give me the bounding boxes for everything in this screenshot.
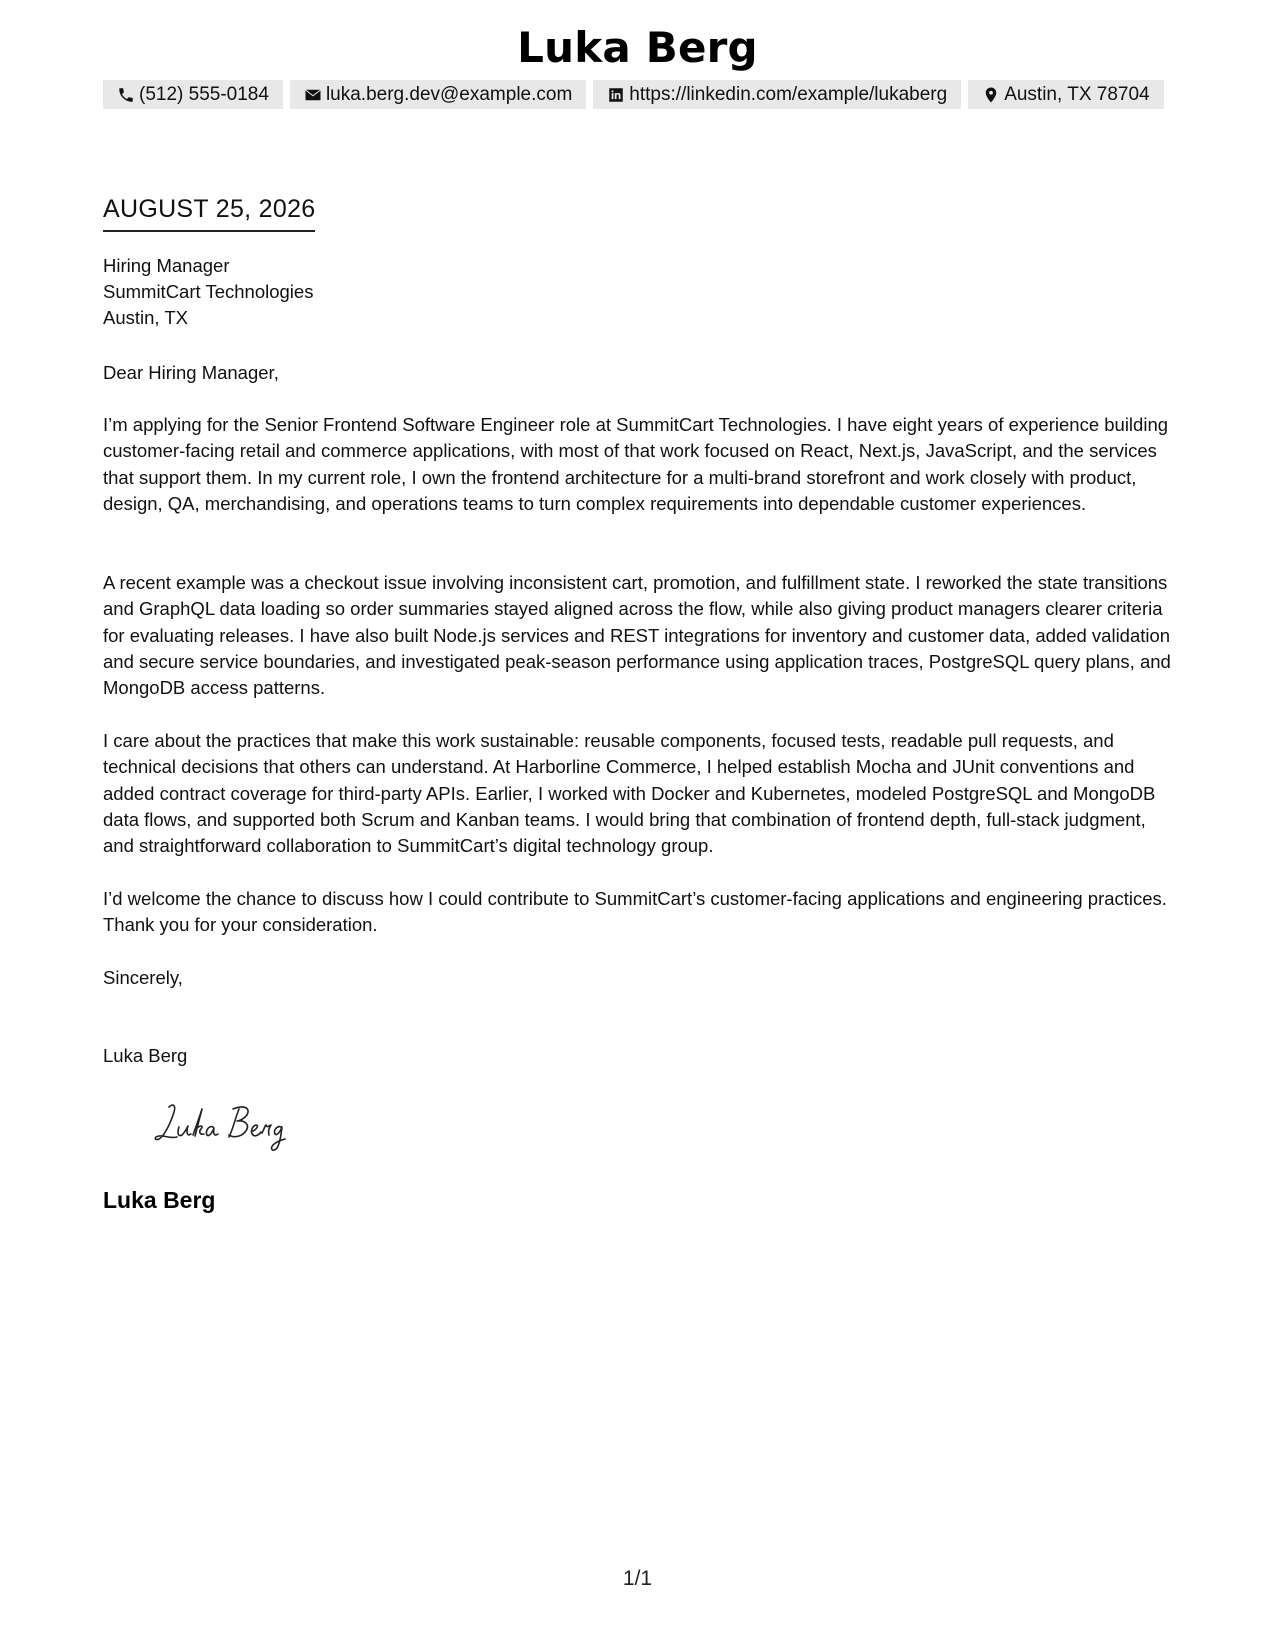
linkedin-icon: [607, 86, 625, 104]
contact-location: [968, 80, 1163, 109]
body-paragraph-4: I’d welcome the chance to discuss how I could contribute to SummitCart’s customer-facing applications and engineering practices. Thank you for your consideration.: [103, 888, 1167, 936]
contact-location-text: Austin, TX 78704: [1004, 83, 1150, 105]
recipient-company: SummitCart Technologies: [103, 281, 314, 302]
recipient-title: Hiring Manager: [103, 255, 230, 276]
salutation: Dear Hiring Manager,: [103, 362, 279, 383]
phone-icon: [117, 86, 135, 104]
signatory-name: Luka Berg: [103, 1187, 216, 1213]
body-paragraph-2: A recent example was a checkout issue involving inconsistent cart, promotion, and fulfillment state. I reworked the state transitions and GraphQL data loading so order summaries stayed aligned across the flow, while also giving product managers clearer criteria for evaluating releases. I have also built Node.js services and REST integrations for inventory and customer data, added validation and secure service boundaries, and investigated peak-season performance using application traces, PostgreSQL query plans, and MongoDB access patterns.: [103, 572, 1171, 699]
envelope-icon: [304, 86, 322, 104]
applicant-name-heading: Luka Berg: [517, 23, 758, 72]
recipient-block: [103, 253, 313, 331]
contact-email-text: luka.berg.dev@example.com: [325, 83, 573, 105]
body-paragraph-1: I’m applying for the Senior Frontend Software Engineer role at SummitCart Technologies. I have eight years of experience building customer-facing retail and commerce applications, with most of that work focused on React, Next.js, JavaScript, and the services that support them. In my current role, I own the frontend architecture for a multi-brand storefront and work closely with product, design, QA, merchandising, and operations teams to turn complex requirements into dependable customer experiences.: [103, 414, 1169, 514]
contact-bar: [103, 80, 1165, 109]
map-marker-icon: [982, 86, 1000, 104]
body-paragraph-3: I care about the practices that make this work sustainable: reusable components, focused tests, readable pull requests, and technical decisions that others can understand. At Harborline Commerce, I helped establish Mocha and JUnit conventions and added contract coverage for third-party APIs. Earlier, I worked with Docker and Kubernetes, modeled PostgreSQL and MongoDB data flows, and supported both Scrum and Kanban teams. I would bring that combination of frontend depth, full-stack judgment, and straightforward collaboration to SummitCart’s digital technology group.: [103, 730, 1156, 857]
contact-email[interactable]: [290, 80, 586, 109]
handwritten-signature: [147, 1095, 322, 1155]
contact-linkedin[interactable]: [593, 80, 961, 109]
contact-phone-text: (512) 555-0184: [139, 83, 269, 105]
contact-phone: [103, 80, 283, 109]
typed-name: Luka Berg: [103, 1045, 188, 1066]
page-number: 1/1: [622, 1567, 653, 1590]
letter-date: AUGUST 25, 2026: [103, 193, 315, 232]
contact-linkedin-text: https://linkedin.com/example/lukaberg: [629, 83, 948, 105]
recipient-location: Austin, TX: [103, 307, 189, 328]
closing: Sincerely,: [103, 967, 183, 988]
